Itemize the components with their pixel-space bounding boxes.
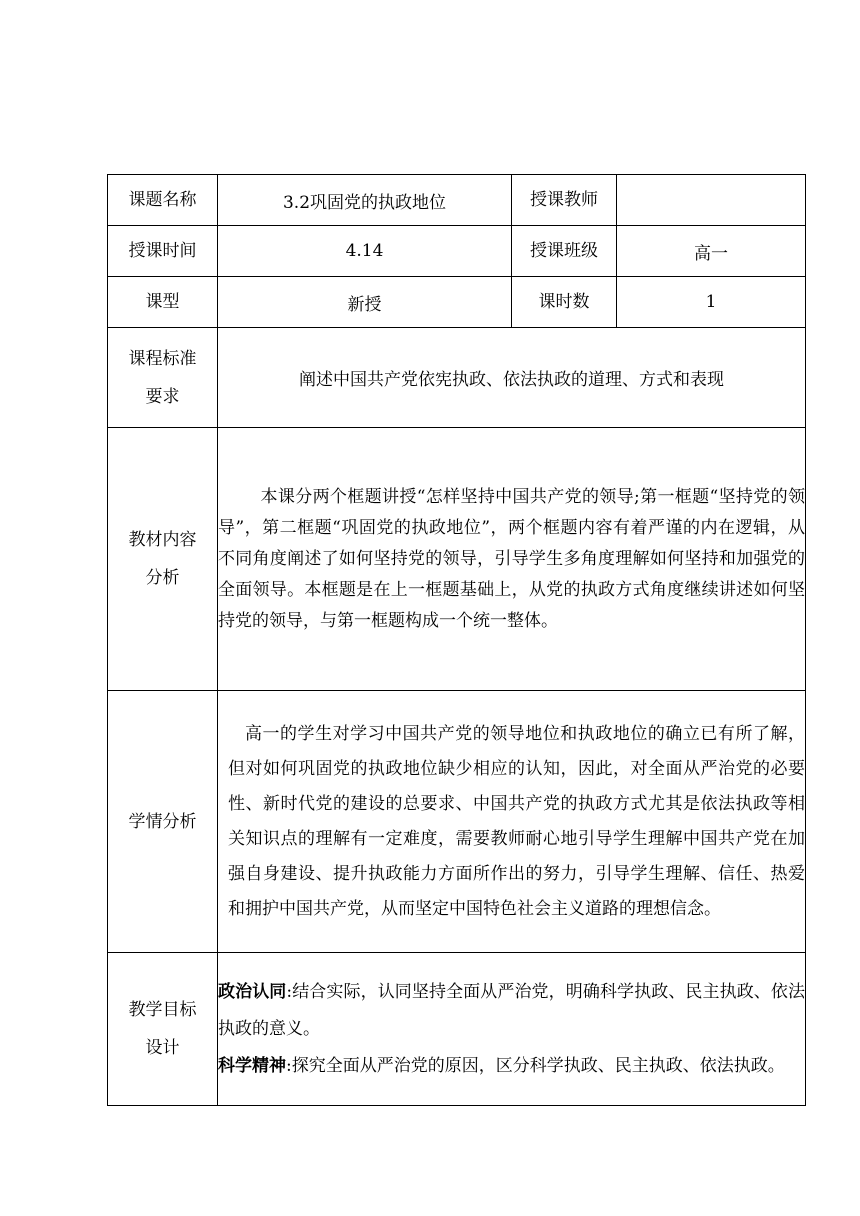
lesson-plan-table — [107, 174, 806, 1106]
type-label: 课型 — [108, 277, 218, 328]
hours-value: 1 — [617, 277, 806, 328]
textbook-analysis-text: 本课分两个框题讲授“怎样坚持中国共产党的领导;第一框题“坚持党的领导”，第二框题“巩固党的执政地位”，两个框题内容有着严谨的内在逻辑，从不同角度阐述了如何坚持党的领导，引导学生多角度理解如何坚持和加强党的全面领导。本框题是在上一框题基础上，从党的执政方式角度继续讲述如何坚持党的领导，与第一框题构成一个统一整体。 — [218, 486, 805, 631]
goal-label — [108, 953, 218, 1106]
teacher-label: 授课教师 — [512, 175, 617, 226]
student-analysis — [218, 691, 806, 953]
teacher-value — [617, 175, 806, 226]
hours-label: 课时数 — [512, 277, 617, 328]
goal-1-key: 政治认同 — [218, 981, 287, 1002]
goal-1-text: :结合实际，认同坚持全面从严治党，明确科学执政、民主执政、依法执政的意义。 — [218, 981, 805, 1039]
time-label: 授课时间 — [108, 226, 218, 277]
type-value: 新授 — [218, 277, 512, 328]
row-topic — [108, 175, 806, 226]
goal-label-line1: 教学目标 — [128, 1000, 197, 1020]
goal-item-2 — [218, 1048, 805, 1085]
time-value: 4.14 — [218, 226, 512, 277]
textbook-analysis — [218, 428, 806, 691]
class-label: 授课班级 — [512, 226, 617, 277]
teaching-goals — [218, 953, 806, 1106]
textbook-label-line2: 分析 — [145, 568, 180, 588]
topic-label: 课题名称 — [108, 175, 218, 226]
student-label: 学情分析 — [108, 691, 218, 953]
textbook-label-line1: 教材内容 — [128, 530, 197, 550]
standard-label-line2: 要求 — [145, 386, 180, 407]
row-textbook — [108, 428, 806, 691]
row-type — [108, 277, 806, 328]
student-analysis-text: 高一的学生对学习中国共产党的领导地位和执政地位的确立已有所了解，但对如何巩固党的执政地位缺少相应的认知，因此，对全面从严治党的必要性、新时代党的建设的总要求、中国共产党的执政方式尤其是依法执政等相关知识点的理解有一定难度，需要教师耐心地引导学生理解中国共产党在加强自身建设、提升执政能力方面所作出的努力，引导学生理解、信任、热爱和拥护中国共产党，从而坚定中国特色社会主义道路的理想信念。 — [228, 723, 805, 919]
standard-value: 阐述中国共产党依宪执政、依法执政的道理、方式和表现 — [218, 328, 806, 428]
row-time — [108, 226, 806, 277]
class-value: 高一 — [617, 226, 806, 277]
goal-2-key: 科学精神 — [218, 1055, 286, 1076]
topic-value: 3.2巩固党的执政地位 — [218, 175, 512, 226]
goal-2-text: :探究全面从严治党的原因，区分科学执政、民主执政、依法执政。 — [286, 1055, 785, 1076]
standard-label — [108, 328, 218, 428]
goal-label-line2: 设计 — [145, 1038, 180, 1058]
row-standard — [108, 328, 806, 428]
textbook-label — [108, 428, 218, 691]
row-student — [108, 691, 806, 953]
goal-item-1 — [218, 974, 805, 1048]
row-goals — [108, 953, 806, 1106]
standard-label-line1: 课程标准 — [128, 348, 197, 369]
